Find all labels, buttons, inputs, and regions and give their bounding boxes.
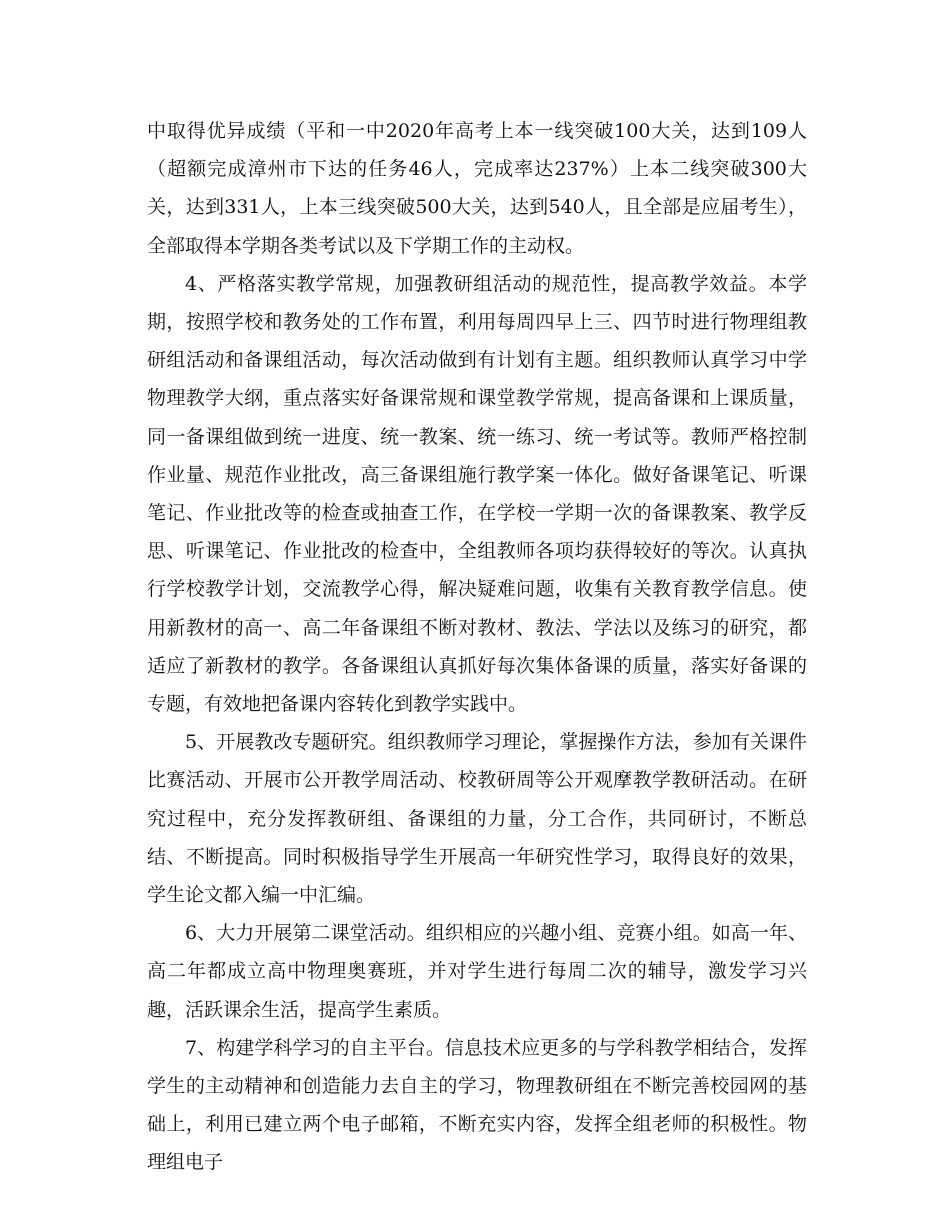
paragraph-continuation: 中取得优异成绩（平和一中2020年高考上本一线突破100大关，达到109人（超额完成漳州市下达的任务46人，完成率达237%）上本二线突破300大关，达到331人，上本三线突破500大关，达到540人，且全部是应届考生），全部取得本学期各类考试以及下学期工作的主动权。 bbox=[147, 120, 807, 257]
paragraph-item-6: 6、大力开展第二课堂活动。组织相应的兴趣小组、竞赛小组。如高一年、高二年都成立高中物理奥赛班，并对学生进行每周二次的辅导，激发学习兴趣，活跃课余生活，提高学生素质。 bbox=[147, 922, 807, 1021]
paragraph-item-7: 7、构建学科学习的自主平台。信息技术应更多的与学科教学相结合，发挥学生的主动精神和创造能力去自主的学习，物理教研组在不断完善校园网的基础上，利用已建立两个电子邮箱，不断充实内容，发挥全组老师的积极性。物理组电子 bbox=[147, 1036, 807, 1174]
paragraph-item-5: 5、开展教改专题研究。组织教师学习理论，掌握操作方法，参加有关课件比赛活动、开展市公开教学周活动、校教研周等公开观摩教学教研活动。在研究过程中，充分发挥教研组、备课组的力量，分工合作，共同研讨，不断总结、不断提高。同时积极指导学生开展高一年研究性学习，取得良好的效果，学生论文都入编一中汇编。 bbox=[147, 731, 807, 907]
document-body bbox=[147, 112, 807, 1182]
paragraph-item-4: 4、严格落实教学常规，加强教研组活动的规范性，提高教学效益。本学期，按照学校和教务处的工作布置，利用每周四早上三、四节时进行物理组教研组活动和备课组活动，每次活动做到有计划有主题。组织教师认真学习中学物理教学大纲，重点落实好备课常规和课堂教学常规，提高备课和上课质量，同一备课组做到统一进度、统一教案、统一练习、统一考试等。教师严格控制作业量、规范作业批改，高三备课组施行教学案一体化。做好备课笔记、听课笔记、作业批改等的检查或抽查工作，在学校一学期一次的备课教案、教学反思、听课笔记、作业批改的检查中，全组教师各项均获得较好的等次。认真执行学校教学计划，交流教学心得，解决疑难问题，收集有关教育教学信息。使用新教材的高一、高二年备课组不断对教材、教法、学法以及练习的研究，都适应了新教材的教学。各备课组认真抓好每次集体备课的质量，落实好备课的专题，有效地把备课内容转化到教学实践中。 bbox=[147, 272, 807, 716]
